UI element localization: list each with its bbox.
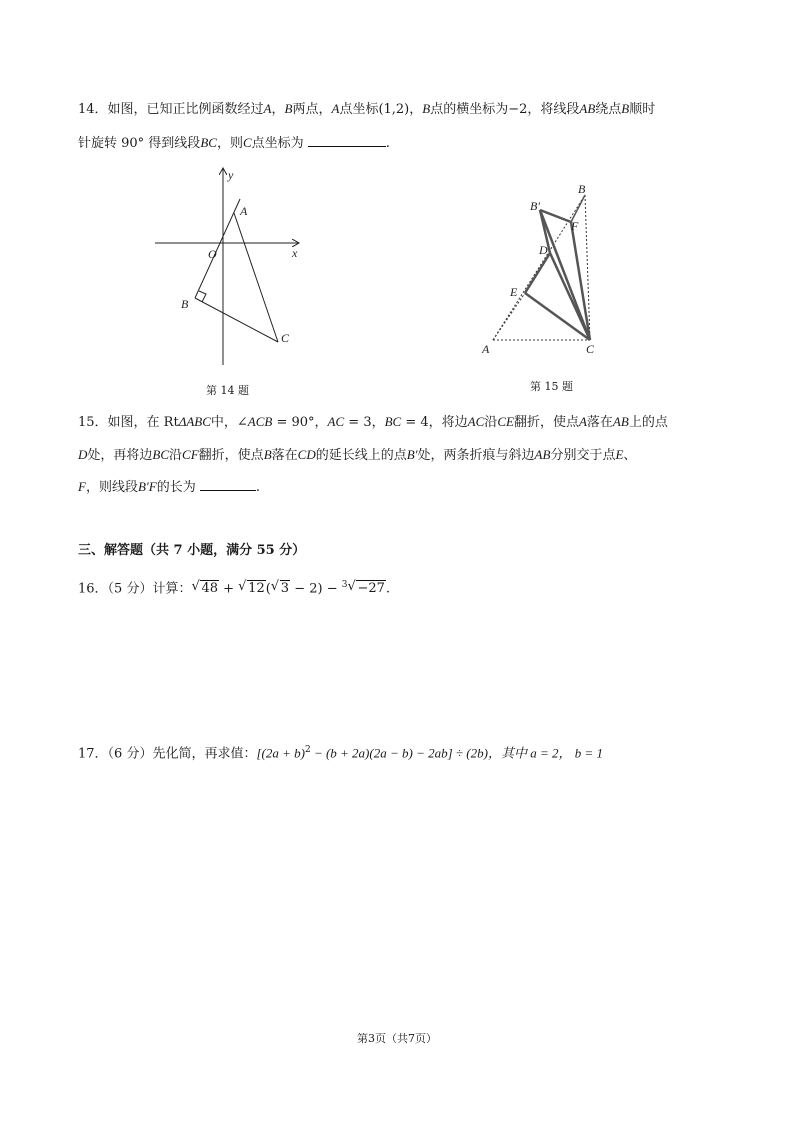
- q15-line3: F，则线段B′F的长为 .: [78, 479, 260, 495]
- label-y: y: [228, 168, 234, 182]
- page-footer: 第3页（共7页）: [357, 1032, 437, 1045]
- q15-line2: D处，再将边BC沿CF翻折，使点B落在CD的延长线上的点B′处，两条折痕与斜边AB分别交于点E、: [78, 447, 637, 463]
- section-title: 三、解答题（共 7 小题，满分 55 分）: [78, 543, 306, 558]
- line-oa-extended: [195, 199, 240, 298]
- segment-fb: [571, 195, 585, 222]
- label-a: A: [482, 342, 490, 356]
- segment-ab-dotted: [493, 195, 585, 340]
- label-x: x: [292, 246, 298, 260]
- label-c: C: [281, 331, 290, 345]
- label-a: A: [240, 204, 248, 218]
- caption-14: 第 14 题: [206, 384, 249, 397]
- answer-blank[interactable]: [308, 134, 386, 147]
- label-b: B: [181, 297, 189, 311]
- label-b-prime: B′: [530, 199, 540, 213]
- segment-ae-dotted: [493, 293, 525, 340]
- q16-line: 16．（5 分）计算：√ 48 + √ 12(√ 3 − 2) − $^3$√ −27.: [78, 576, 390, 598]
- q14-line2: 针旋转 90° 得到线段BC，则C点坐标为 .: [78, 135, 390, 151]
- figure-14: [150, 165, 310, 375]
- label-o: O: [208, 247, 217, 261]
- label-b: B: [578, 182, 586, 196]
- q17-line: 17．（6 分）先化简，再求值：$[(2a + b)^2 - (b + 2a)(2a - b) - 2ab] \div (2b)$，其中 a = 2， b = 1: [78, 745, 603, 762]
- caption-15: 第 15 题: [530, 380, 573, 393]
- figure-15: [475, 175, 615, 365]
- label-e: E: [510, 285, 518, 299]
- answer-blank[interactable]: [200, 478, 256, 491]
- q14-line1: 14．如图，已知正比例函数经过A，B两点，A点坐标(1,2)，B点的横坐标为−2，将线段AB绕点B顺时: [78, 101, 656, 117]
- q15-line1: 15．如图，在 RtΔABC中，∠ACB = 90°，AC = 3，BC = 4，将边AC沿CE翻折，使点A落在AB上的点: [78, 414, 668, 430]
- label-c: C: [586, 342, 595, 356]
- label-f: F: [571, 219, 579, 233]
- segment-ed: [525, 253, 550, 293]
- label-d: D: [539, 243, 548, 257]
